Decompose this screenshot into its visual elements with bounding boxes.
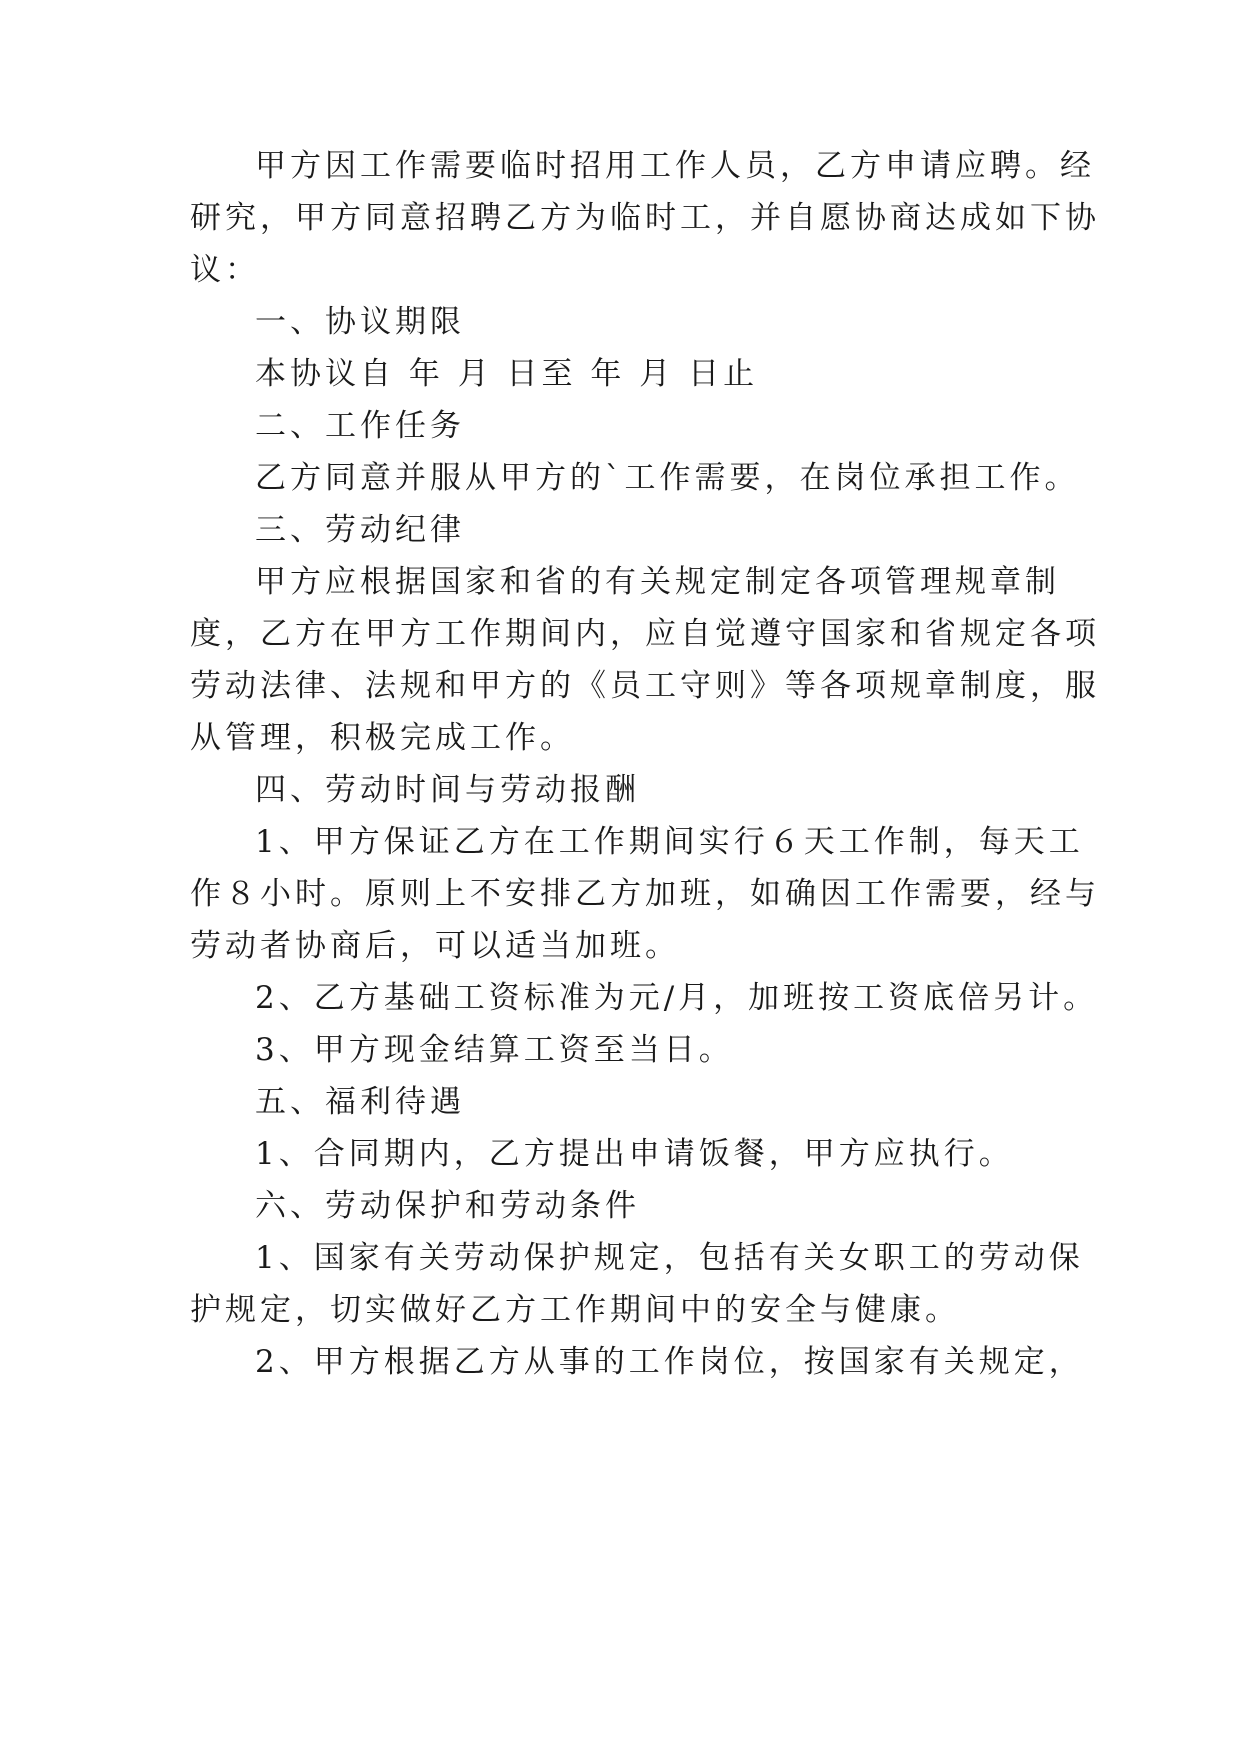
discipline-line-3: 劳动法律、法规和甲方的《员工守则》等各项规章制度，服: [190, 668, 1100, 704]
protection-item-2-line-1: 2、甲方根据乙方从事的工作岗位，按国家有关规定，: [255, 1344, 1084, 1380]
discipline-line-4: 从管理，积极完成工作。: [190, 720, 575, 756]
paragraph-intro-line-2: 研究，甲方同意招聘乙方为临时工，并自愿协商达成如下协: [190, 200, 1100, 236]
hours-pay-item-1-line-3: 劳动者协商后，可以适当加班。: [190, 928, 680, 964]
hours-pay-item-1-line-1: 1、甲方保证乙方在工作期间实行６天工作制，每天工: [255, 824, 1084, 860]
section-heading-discipline: 三、劳动纪律: [255, 512, 465, 548]
section-heading-task: 二、工作任务: [255, 408, 465, 444]
discipline-line-1: 甲方应根据国家和省的有关规定制定各项管理规章制: [255, 564, 1060, 600]
section-heading-term: 一、协议期限: [255, 304, 465, 340]
section-heading-welfare: 五、福利待遇: [255, 1084, 465, 1120]
task-line: 乙方同意并服从甲方的`工作需要，在岗位承担工作。: [255, 460, 1080, 496]
paragraph-intro-line-1: 甲方因工作需要临时招用工作人员，乙方申请应聘。经: [255, 148, 1095, 184]
discipline-line-2: 度，乙方在甲方工作期间内，应自觉遵守国家和省规定各项: [190, 616, 1100, 652]
section-heading-hours-pay: 四、劳动时间与劳动报酬: [255, 772, 640, 808]
welfare-item-1: 1、合同期内，乙方提出申请饭餐，甲方应执行。: [255, 1136, 1014, 1172]
hours-pay-item-3: 3、甲方现金结算工资至当日。: [255, 1032, 734, 1068]
term-period-line: 本协议自 年 月 日至 年 月 日止: [255, 356, 759, 392]
protection-item-1-line-1: 1、国家有关劳动保护规定，包括有关女职工的劳动保: [255, 1240, 1084, 1276]
protection-item-1-line-2: 护规定，切实做好乙方工作期间中的安全与健康。: [190, 1292, 960, 1328]
hours-pay-item-2: 2、乙方基础工资标准为元/月，加班按工资底倍另计。: [255, 980, 1099, 1016]
paragraph-intro-line-3: 议：: [190, 252, 260, 288]
hours-pay-item-1-line-2: 作８小时。原则上不安排乙方加班，如确因工作需要，经与: [190, 876, 1100, 912]
section-heading-protection: 六、劳动保护和劳动条件: [255, 1188, 640, 1224]
